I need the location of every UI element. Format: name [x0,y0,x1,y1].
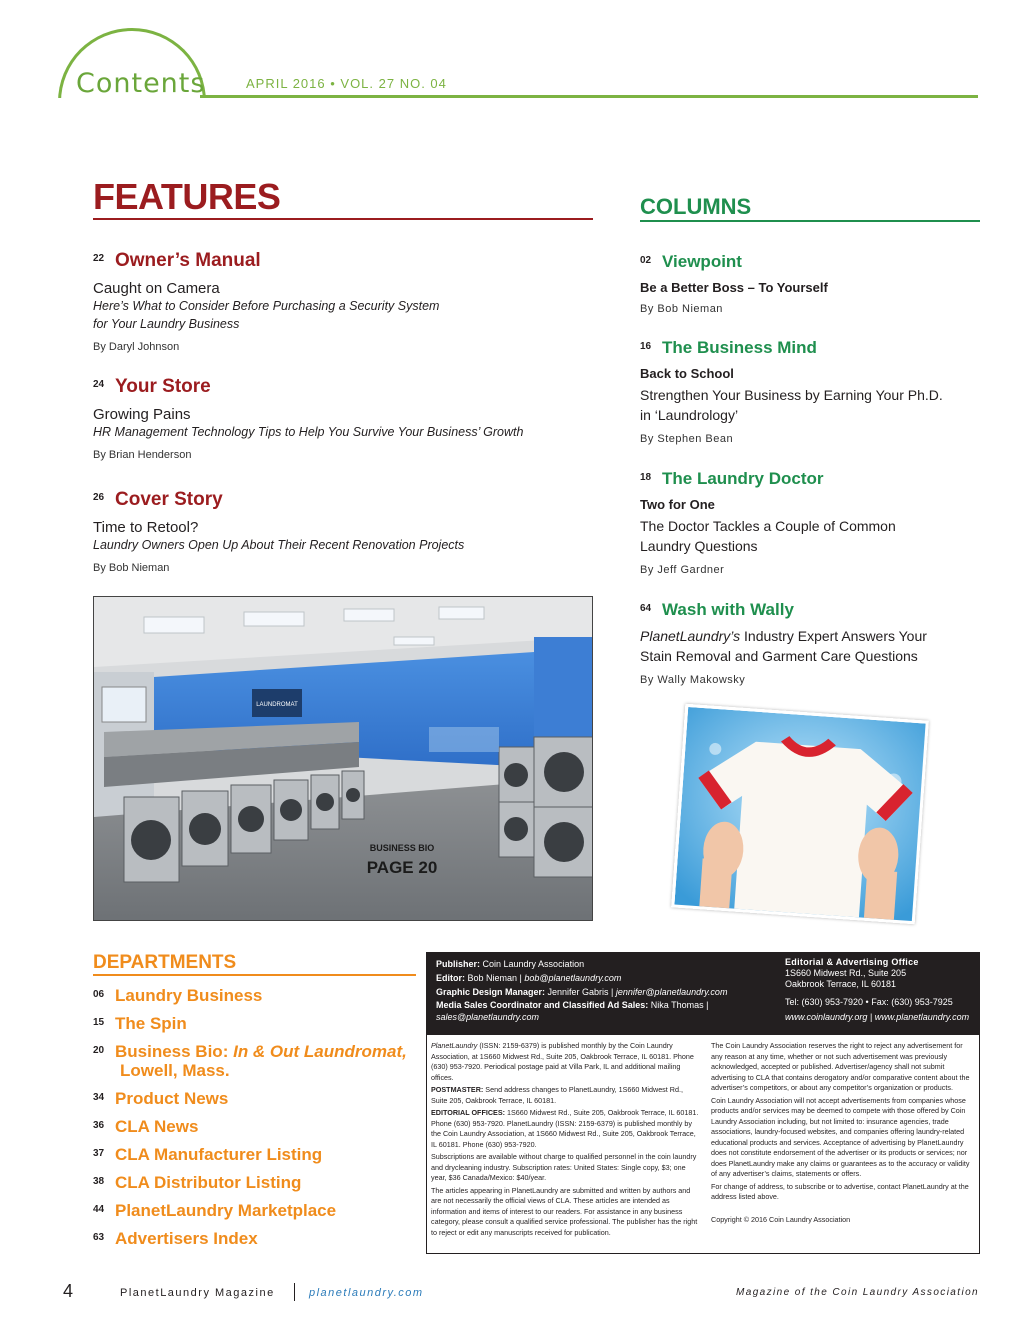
shirt-photo[interactable] [671,704,929,925]
page-number: 38 [93,1176,105,1187]
department-label: Laundry Business [115,986,263,1005]
legal-text: Send address changes to PlanetLaundry, 1S660 Midwest Rd., Suite 205, Oakbrook Terrace, IL 60181. [431,1085,683,1105]
page-number: 36 [93,1120,105,1131]
feature-title: Your Store [115,376,211,397]
feature-subtitle: Time to Retool? [93,519,199,536]
page-number: 22 [93,253,105,264]
store-sign-text: LAUNDROMAT [256,702,298,708]
column-title: Viewpoint [662,252,742,271]
sales-email-link[interactable]: sales@planetlaundry.com [436,1012,540,1022]
photo-caption-page: PAGE 20 [366,858,438,877]
department-label: Product News [115,1089,229,1108]
issue-label: APRIL 2016 • VOL. 27 NO. 04 [246,76,447,91]
department-item[interactable] [93,1089,423,1108]
column-description: Strengthen Your Business by Earning Your Ph.D. [640,387,943,403]
page-footer [63,1281,979,1303]
department-item[interactable] [93,1042,423,1080]
legal-label: EDITORIAL OFFICES: [431,1108,506,1117]
sales-label: Media Sales Coordinator and Classified Ad Sales: [436,1000,649,1010]
feature-item[interactable] [93,489,593,574]
office-address: 1S660 Midwest Rd., Suite 205 [785,968,907,978]
editor-value: Bob Nieman | [465,973,525,983]
page-number: 37 [93,1148,105,1159]
legal-text: PlanetLaundry [431,1041,478,1050]
department-label: CLA News [115,1117,199,1136]
column-subtitle: Two for One [640,497,715,512]
column-byline: By Stephen Bean [640,433,734,445]
publisher-value: Coin Laundry Association [480,959,585,969]
page-number: 06 [93,989,105,1000]
legal-text: Subscriptions are available without charge to qualified personnel in the coin laundry and drycleaning industry. Subscription rates: United States: Single copy, $3; one year, $36 Canada/Mexico: $40/year. [431,1152,697,1182]
departments-heading: DEPARTMENTS [93,952,237,973]
columns-heading: COLUMNS [640,194,752,219]
legal-text: The Coin Laundry Association reserves the right to reject any advertisement for any reason at any time, whether or not such advertisement was previously acknowledged, accepted or published. Advertiser/agency shall not submit advertising to CLA that contains derogatory and/or comparative content about the advertiser’s competitors, or about any competitor’s organization or products. [711,1041,970,1092]
header-rule [200,95,978,98]
page-number: 26 [93,492,105,503]
feature-byline: By Brian Henderson [93,449,192,461]
column-byline: By Wally Makowsky [640,674,746,686]
features-heading: FEATURES [93,176,281,217]
column-description-italic: PlanetLaundry’s [640,628,741,644]
page-title: Contents [76,68,206,99]
laundromat-photo[interactable] [93,596,593,921]
department-item[interactable] [93,1117,423,1136]
department-label: PlanetLaundry Marketplace [115,1201,337,1220]
feature-byline: By Daryl Johnson [93,341,180,353]
column-item[interactable] [640,338,980,445]
masthead-legal-left [431,1041,699,1240]
page-number: 34 [93,1092,105,1103]
page-number: 63 [93,1232,105,1243]
design-value: Jennifer Gabris | [545,987,616,997]
column-subtitle: Be a Better Boss – To Yourself [640,280,828,295]
feature-description: Here’s What to Consider Before Purchasing a Security System [93,299,440,313]
page-number: 24 [93,379,105,390]
office-websites[interactable]: www.coinlaundry.org | www.planetlaundry.com [785,1012,970,1022]
page-number: 20 [93,1045,105,1056]
copyright: Copyright © 2016 Coin Laundry Association [711,1214,851,1224]
departments-rule [93,974,416,976]
masthead-header [427,953,979,1035]
department-label-line2: Lowell, Mass. [120,1061,230,1080]
office-info [785,957,975,1023]
column-title: The Laundry Doctor [662,469,824,488]
page-number: 16 [640,341,652,352]
photo-caption-small: BUSINESS BIO [369,843,435,853]
department-label: Advertisers Index [115,1229,258,1248]
feature-title: Owner’s Manual [115,250,261,271]
column-description: in ‘Laundrology’ [640,407,739,423]
columns-rule [640,220,980,222]
column-description: Laundry Questions [640,538,758,554]
column-item[interactable] [640,469,980,576]
features-rule [93,218,593,220]
department-item[interactable] [93,986,423,1005]
editor-label: Editor: [436,973,465,983]
sales-value: Nika Thomas | [648,1000,709,1010]
legal-label: POSTMASTER: [431,1085,484,1094]
column-description: Industry Expert Answers Your [740,628,927,644]
column-item[interactable] [640,600,980,686]
page-number: 64 [640,603,652,614]
department-label: The Spin [115,1014,187,1033]
design-email-link[interactable]: jennifer@planetlaundry.com [615,987,728,997]
column-description: Stain Removal and Garment Care Questions [640,648,918,664]
page-number: 44 [93,1204,105,1215]
publisher-label: Publisher: [436,959,481,969]
feature-description: for Your Laundry Business [93,317,240,331]
department-item[interactable] [93,1173,423,1192]
shirt-illustration [674,707,929,924]
office-phone: Tel: (630) 953-7920 • Fax: (630) 953-7925 [785,997,953,1007]
feature-subtitle: Growing Pains [93,406,191,423]
feature-item[interactable] [93,376,593,461]
department-item[interactable] [93,1014,423,1033]
magazine-name: PlanetLaundry Magazine [120,1287,275,1299]
column-description: The Doctor Tackles a Couple of Common [640,518,896,534]
column-byline: By Bob Nieman [640,303,723,315]
masthead-box [426,952,980,1254]
feature-description: Laundry Owners Open Up About Their Recent Renovation Projects [93,538,465,552]
office-heading: Editorial & Advertising Office [785,957,919,967]
footer-divider [294,1283,295,1301]
column-byline: By Jeff Gardner [640,564,725,576]
column-title: Wash with Wally [662,600,794,619]
department-label-italic: In & Out Laundromat, [233,1042,407,1061]
feature-subtitle: Caught on Camera [93,280,220,297]
legal-text: 1S660 Midwest Rd., Suite 205, Oakbrook Terrace, IL 60181. Phone (630) 953-7920. PlanetLaundry (ISSN: 2159-6379) is published monthly by the Coin Laundry Association, at 1S660 Midwest Rd., Suite 205, Oakbrook Terrace, IL 60181. Phone (630) 953-7920. [431,1108,699,1149]
legal-text: The articles appearing in PlanetLaundry are submitted and written by authors and are not necessarily the official views of CLA. These articles are intended as information and items of interest to our readers. For assistance in any business category, please consult a qualified service professional. The publisher has the right to reject or edit any manuscripts received for publication. [431,1185,698,1237]
feature-item[interactable] [93,250,593,353]
office-address: Oakbrook Terrace, IL 60181 [785,979,897,989]
feature-description: HR Management Technology Tips to Help You Survive Your Business’ Growth [93,425,524,439]
website-link[interactable]: planetlaundry.com [309,1287,424,1299]
design-label: Graphic Design Manager: [436,987,546,997]
legal-text: For change of address, to subscribe or to advertise, contact PlanetLaundry at the address listed above. [711,1181,969,1201]
masthead-legal-right [711,1041,975,1227]
header-arc-mask [55,98,215,188]
page-number: 02 [640,255,652,266]
page-number: 18 [640,472,652,483]
department-label: CLA Manufacturer Listing [115,1145,323,1164]
masthead-staff [436,957,778,1023]
feature-byline: By Bob Nieman [93,562,170,574]
department-label: CLA Distributor Listing [115,1173,302,1192]
department-item[interactable] [93,1229,423,1248]
department-label: Business Bio: [115,1042,234,1061]
column-title: The Business Mind [662,338,817,357]
department-item[interactable] [93,1201,423,1220]
column-subtitle: Back to School [640,366,734,381]
laundromat-illustration [94,597,593,921]
legal-text: (ISSN: 2159-6379) is published monthly by the Coin Laundry Association, at 1S660 Midwest Rd., Suite 205, Oakbrook Terrace, IL 60181. Phone (630) 953-7920. Periodical postage paid at Villa Park, IL and additional mailing offices. [431,1041,694,1082]
feature-title: Cover Story [115,489,223,510]
departments-list [93,986,423,1257]
department-item[interactable] [93,1145,423,1164]
editor-email-link[interactable]: bob@planetlaundry.com [524,973,622,983]
page-number-footer: 4 [63,1281,74,1301]
tagline: Magazine of the Coin Laundry Association [736,1287,979,1298]
page-number: 15 [93,1017,105,1028]
legal-text: Coin Laundry Association will not accept advertisements from companies whose products and/or services may be deemed to compete with those offered by Coin Laundry Association including, but not limited to: insurance agencies, trade associations, laundry-focused websites, and companies offering laundry-related educational products and services. Acceptance of advertising by PlanetLaundry does not constitute endorsement of the advertiser or its products or services; nor does PlanetLaundry make any claims or guarantees as to the accuracy or validity of any advertiser’s claims, statements or offers. [711,1095,970,1178]
column-item[interactable] [640,252,980,315]
